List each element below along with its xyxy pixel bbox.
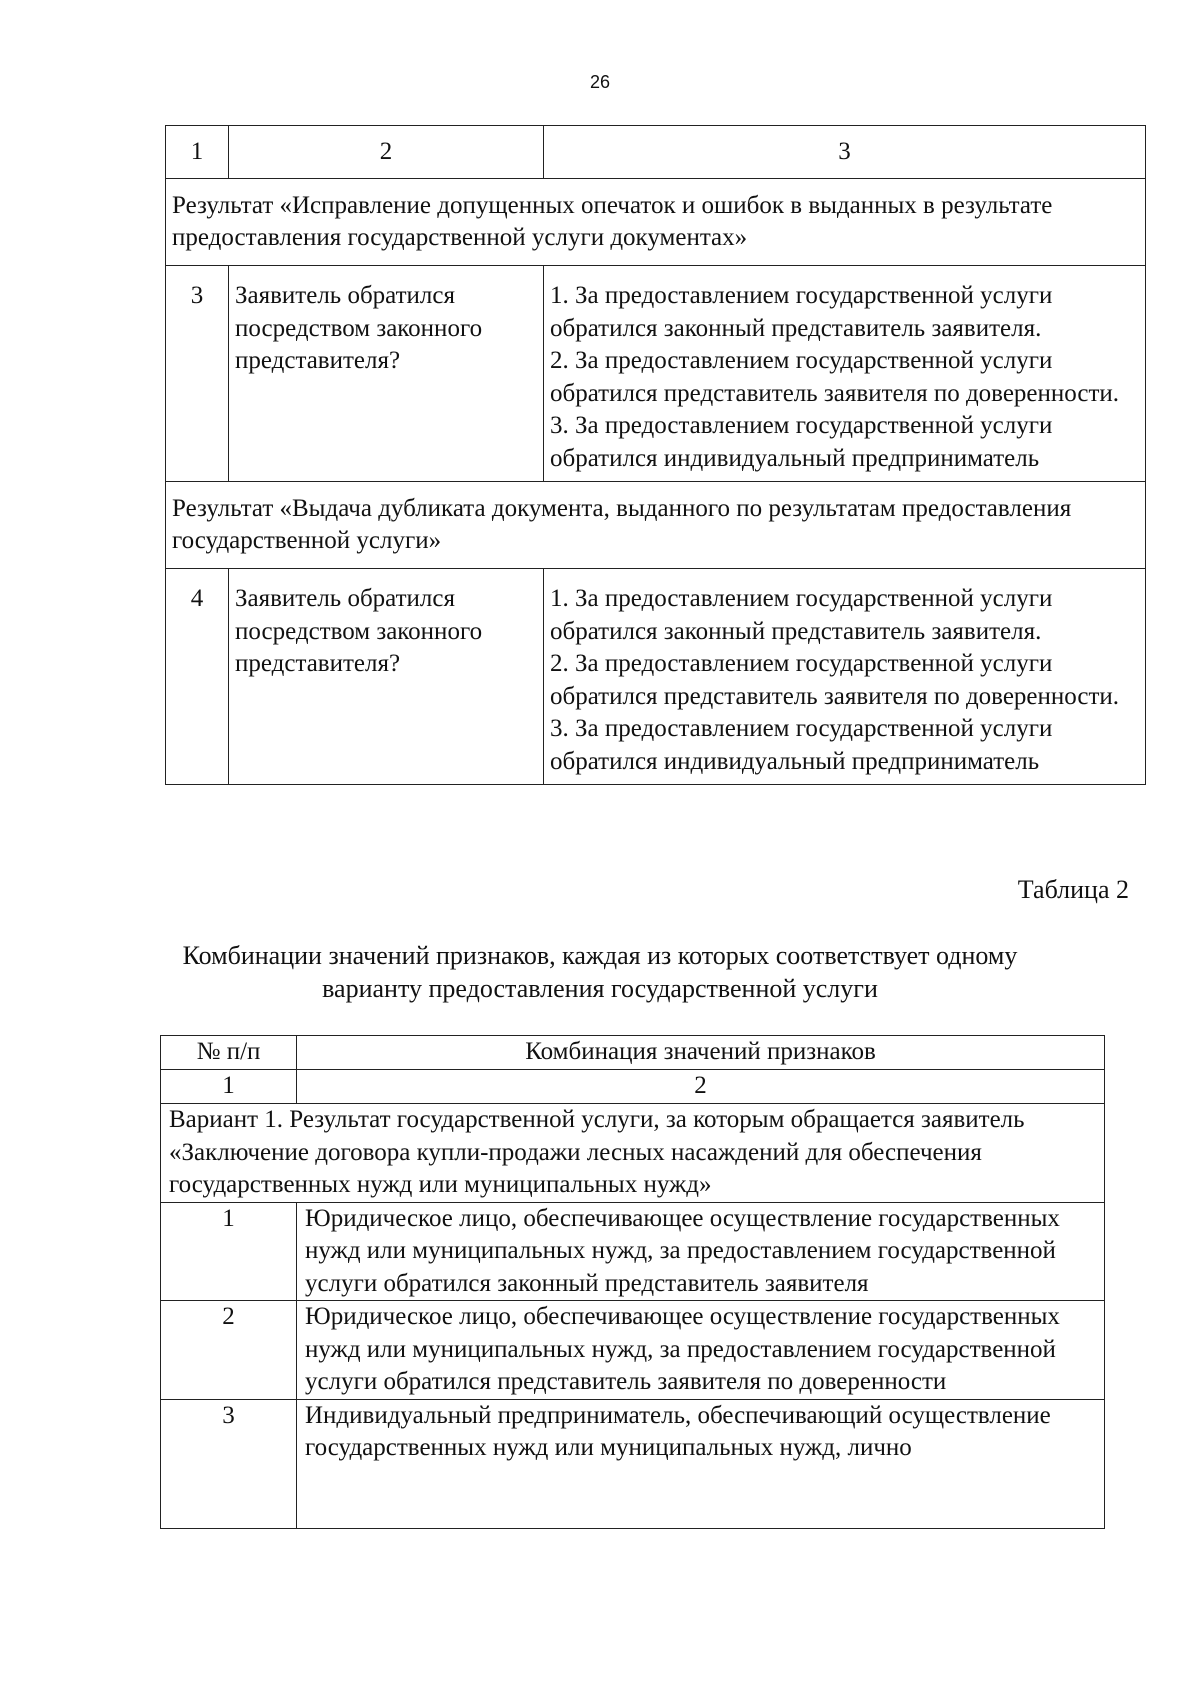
row-number: 4 <box>166 569 229 785</box>
table-caption: Таблица 2 <box>1017 875 1129 904</box>
section-row <box>166 482 1146 569</box>
question-cell: Заявитель обратился посредством законного представителя? <box>229 266 544 482</box>
answer-item: 1. За предоставлением государственной услуги обратился законный представитель заявителя. <box>550 585 1053 645</box>
criteria-table <box>165 125 1146 785</box>
table-row <box>161 1399 1105 1528</box>
table-header-row <box>161 1036 1105 1070</box>
column-header-number: № п/п <box>161 1036 297 1070</box>
row-number: 2 <box>161 1301 297 1400</box>
column-number-1: 1 <box>161 1070 297 1104</box>
table-row <box>166 569 1146 785</box>
combination-cell: Индивидуальный предприниматель, обеспечивающий осуществление государственных нужд или муниципальных нужд, лично <box>297 1399 1105 1528</box>
section-title: Результат «Исправление допущенных опечаток и ошибок в выданных в результате предоставления государственной услуги документах» <box>166 179 1146 266</box>
answer-item: 2. За предоставлением государственной услуги обратился представитель заявителя по доверенности. <box>550 650 1120 710</box>
combination-cell: Юридическое лицо, обеспечивающее осуществление государственных нужд или муниципальных нужд, за предоставлением государственной услуги обратился представитель заявителя по доверенности <box>297 1301 1105 1400</box>
table-row <box>166 266 1146 482</box>
answer-item: 3. За предоставлением государственной услуги обратился индивидуальный предприниматель <box>550 715 1053 775</box>
combination-cell: Юридическое лицо, обеспечивающее осуществление государственных нужд или муниципальных нужд, за предоставлением государственной услуги обратился законный представитель заявителя <box>297 1202 1105 1301</box>
variant-title: Вариант 1. Результат государственной услуги, за которым обращается заявитель «Заключение договора купли-продажи лесных насаждений для обеспечения государственных нужд или муниципальных нужд» <box>161 1104 1105 1203</box>
answer-item: 3. За предоставлением государственной услуги обратился индивидуальный предприниматель <box>550 412 1053 472</box>
section-title: Результат «Выдача дубликата документа, выданного по результатам предоставления государственной услуги» <box>166 482 1146 569</box>
answer-item: 1. За предоставлением государственной услуги обратился законный представитель заявителя. <box>550 282 1053 342</box>
answers-cell <box>544 569 1146 785</box>
table-row <box>161 1301 1105 1400</box>
column-number-2: 2 <box>297 1070 1105 1104</box>
table-subheader-row <box>161 1070 1105 1104</box>
question-cell: Заявитель обратился посредством законного представителя? <box>229 569 544 785</box>
answer-item: 2. За предоставлением государственной услуги обратился представитель заявителя по доверенности. <box>550 347 1120 407</box>
table-row <box>161 1202 1105 1301</box>
answers-cell <box>544 266 1146 482</box>
variant-row <box>161 1104 1105 1203</box>
table-title: Комбинации значений признаков, каждая из которых соответствует одному варианту предоставления государственной услуги <box>182 941 1018 1003</box>
page-number: 26 <box>589 72 611 92</box>
column-number-2: 2 <box>229 126 544 179</box>
combinations-table <box>160 1035 1105 1529</box>
row-number: 3 <box>161 1399 297 1528</box>
column-header-combination: Комбинация значений признаков <box>297 1036 1105 1070</box>
column-number-1: 1 <box>166 126 229 179</box>
section-row <box>166 179 1146 266</box>
row-number: 1 <box>161 1202 297 1301</box>
column-number-3: 3 <box>544 126 1146 179</box>
row-number: 3 <box>166 266 229 482</box>
table-header-row <box>166 126 1146 179</box>
